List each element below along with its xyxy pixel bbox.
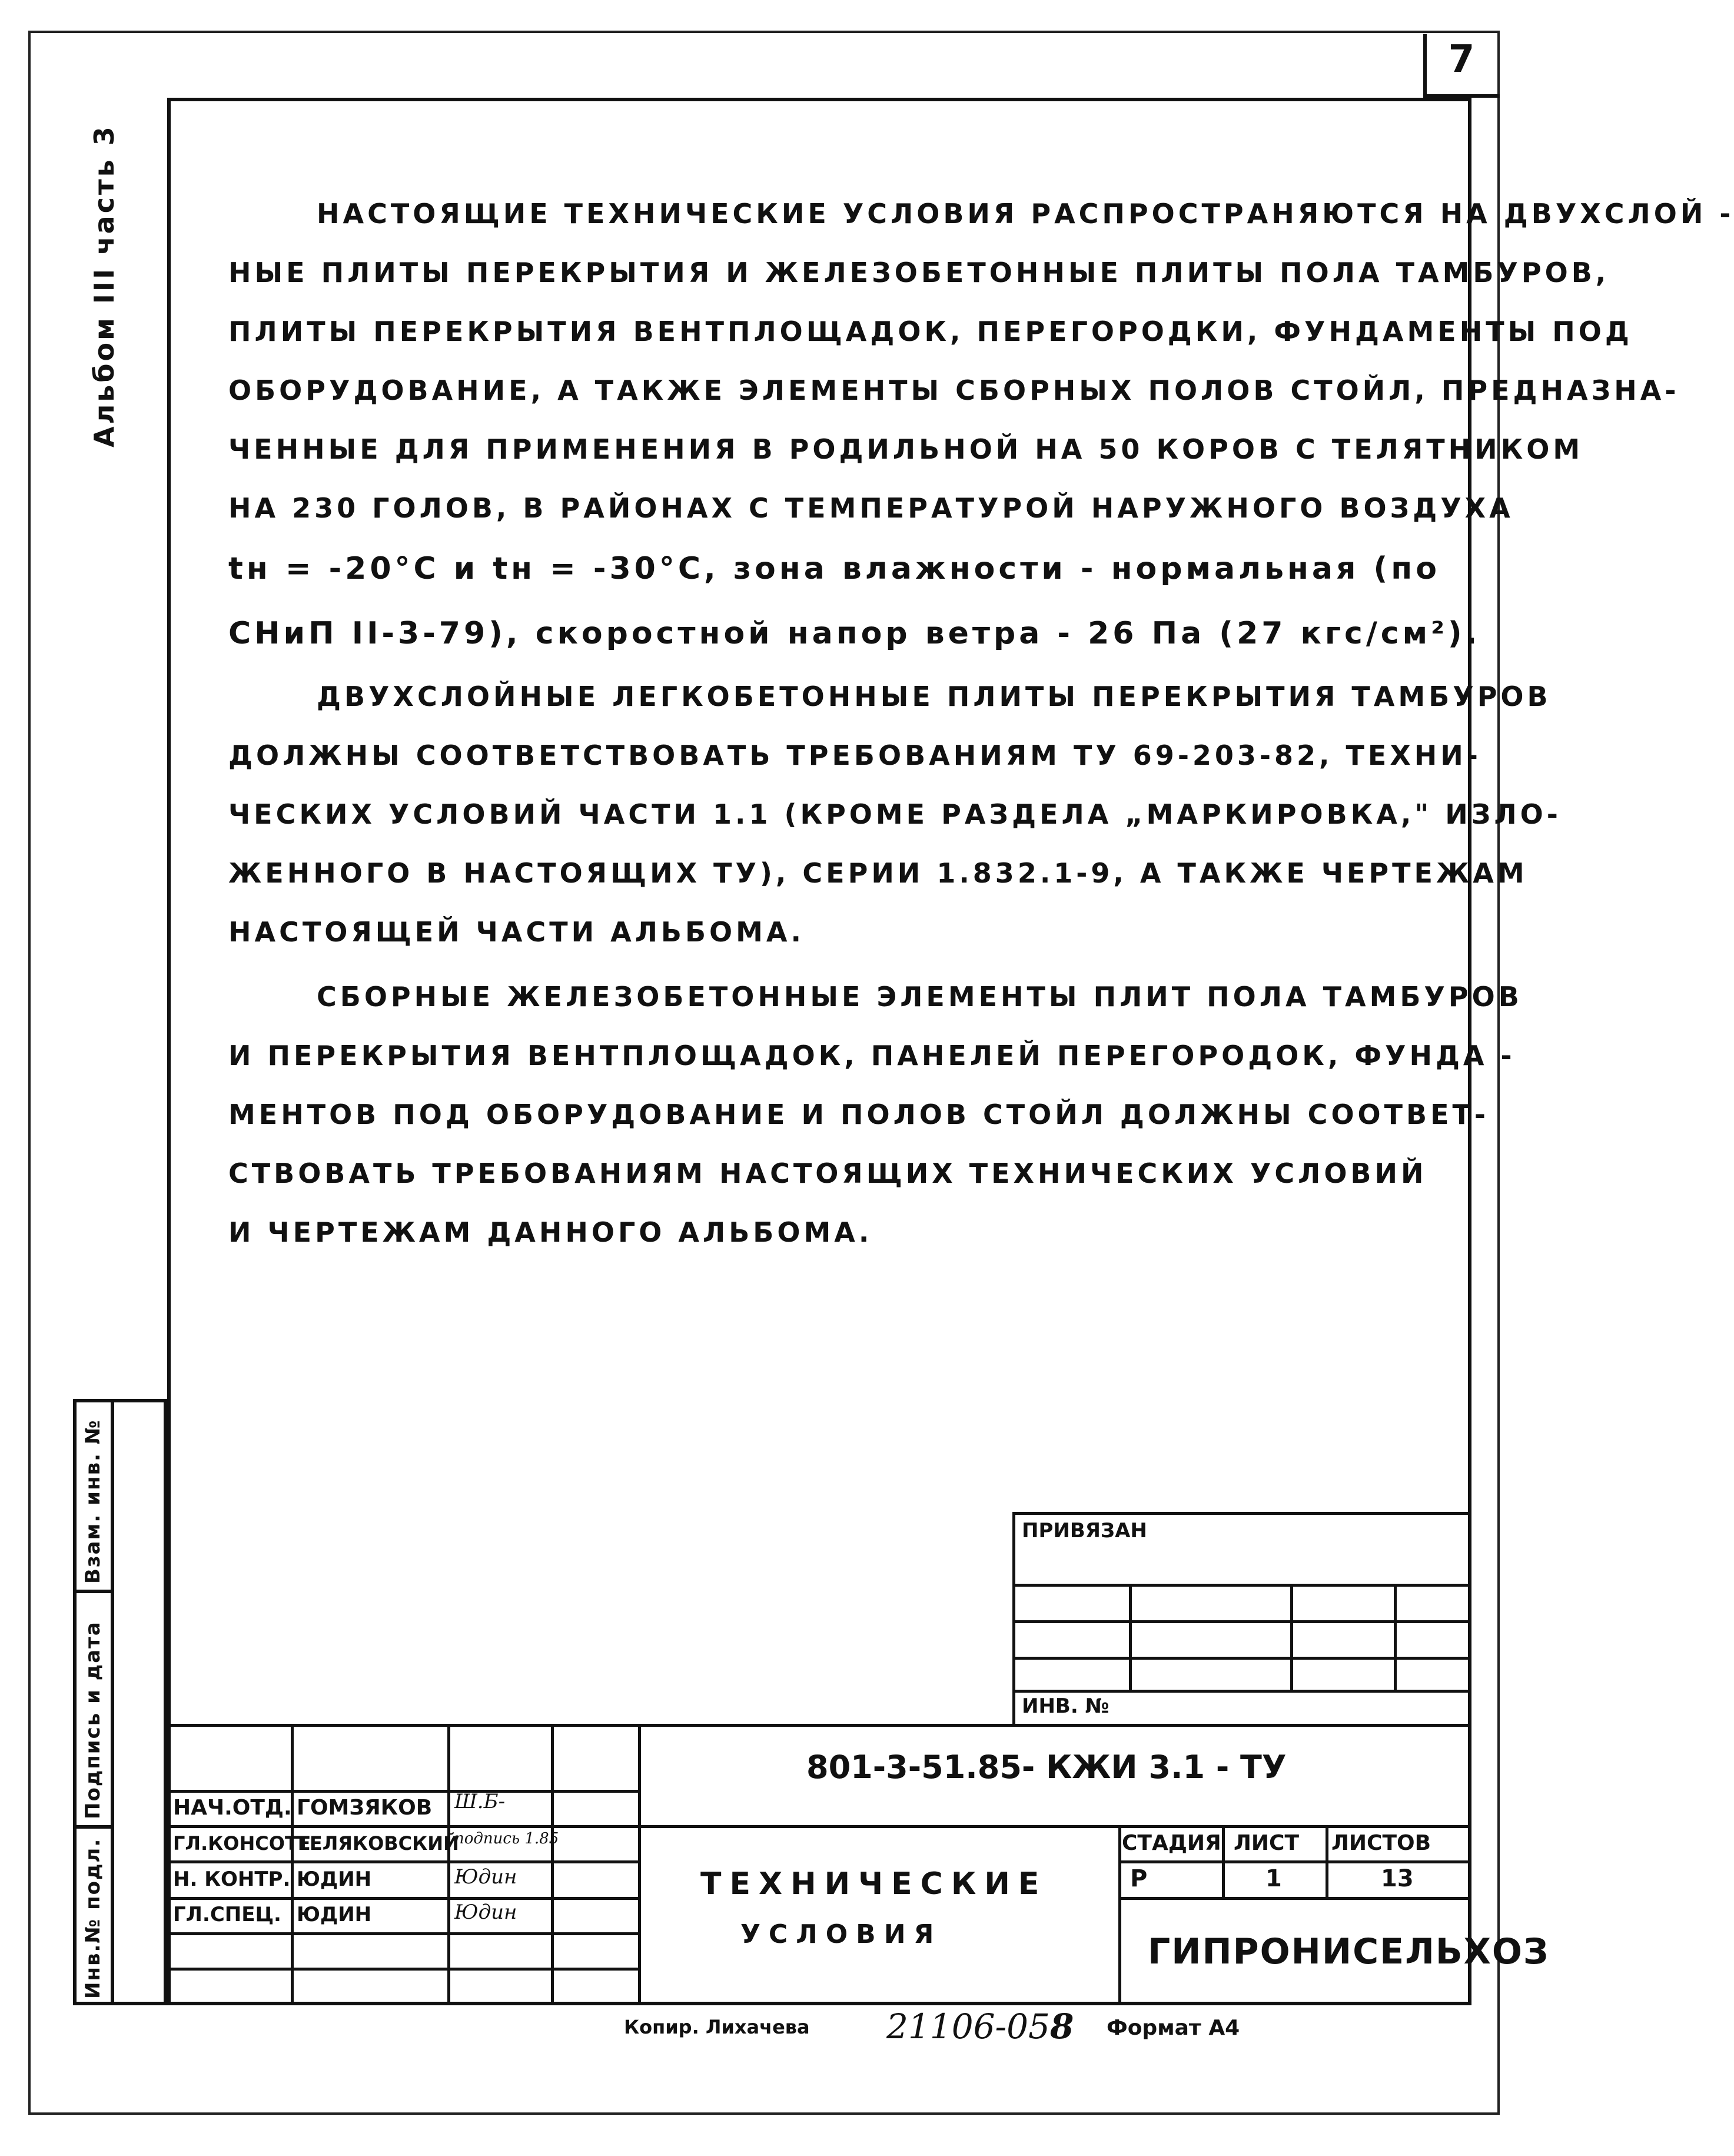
page-number: 7 — [1448, 38, 1475, 81]
tb-rule — [167, 1790, 638, 1793]
role-name: ЮДИН — [297, 1903, 372, 1926]
album-label: Альбом III часть 3 — [88, 124, 120, 447]
order-number: 21106-05 — [886, 2006, 1050, 2046]
role-label: ГЛ.КОНСОТЕ — [173, 1832, 311, 1855]
body-line: НАСТОЯЩЕЙ ЧАСТИ АЛЬБОМА. — [228, 916, 805, 948]
signature: Юдин — [454, 1865, 517, 1889]
tb-rule — [1326, 1825, 1328, 1897]
role-name: ЮДИН — [297, 1868, 372, 1891]
tb-rule — [1012, 1657, 1471, 1660]
body-line: СНиП II-3-79), скоростной напор ветра - 26 Па (27 кгс/см²). — [228, 616, 1481, 651]
tb-rule — [1012, 1512, 1471, 1515]
doc-title-line2: УСЛОВИЯ — [740, 1919, 942, 1949]
inv-podl-label: Инв.№ подл. — [81, 1837, 105, 1999]
body-line: И ЧЕРТЕЖАМ ДАННОГО АЛЬБОМА. — [228, 1216, 873, 1248]
tb-rule — [1012, 1584, 1471, 1587]
vzam-inv-label: Взам. инв. № — [81, 1419, 105, 1584]
body-line: ДОЛЖНЫ СООТВЕТСТВОВАТЬ ТРЕБОВАНИЯМ ТУ 69-203-82, ТЕХНИ- — [228, 739, 1481, 771]
body-line: НАСТОЯЩИЕ ТЕХНИЧЕСКИЕ УСЛОВИЯ РАСПРОСТРАНЯЮТСЯ НА ДВУХСЛОЙ - — [317, 198, 1734, 230]
role-label: НАЧ.ОТД. — [173, 1796, 292, 1820]
signature: Ш.Б- — [454, 1790, 506, 1813]
copied-by: Копир. Лихачева — [624, 2016, 810, 2038]
tb-rule — [1012, 1620, 1471, 1623]
body-line: ОБОРУДОВАНИЕ, А ТАКЖЕ ЭЛЕМЕНТЫ СБОРНЫХ ПОЛОВ СТОЙЛ, ПРЕДНАЗНА- — [228, 374, 1680, 406]
tb-rule — [291, 1724, 294, 2005]
body-line: tн = -20°C и tн = -30°C, зона влажности - нормальная (по — [228, 551, 1440, 586]
sheets-header: ЛИСТОВ — [1331, 1831, 1431, 1855]
role-label: ГЛ.СПЕЦ. — [173, 1903, 281, 1926]
tb-rule — [1290, 1584, 1293, 1690]
body-line: СБОРНЫЕ ЖЕЛЕЗОБЕТОННЫЕ ЭЛЕМЕНТЫ ПЛИТ ПОЛА ТАМБУРОВ — [317, 981, 1523, 1013]
tb-rule — [167, 1724, 1471, 1727]
body-line: И ПЕРЕКРЫТИЯ ВЕНТПЛОЩАДОК, ПАНЕЛЕЙ ПЕРЕГОРОДОК, ФУНДА - — [228, 1040, 1516, 1072]
tb-rule — [1129, 1584, 1132, 1690]
sheets-value: 13 — [1381, 1865, 1414, 1892]
tb-rule — [638, 1724, 641, 2005]
inv-no-label: ИНВ. № — [1022, 1694, 1110, 1718]
role-name: ГОМЗЯКОВ — [297, 1796, 433, 1820]
body-line: ПЛИТЫ ПЕРЕКРЫТИЯ ВЕНТПЛОЩАДОК, ПЕРЕГОРОДКИ, ФУНДАМЕНТЫ ПОД — [228, 316, 1633, 347]
stage-value: Р — [1130, 1865, 1148, 1892]
tb-rule — [551, 1724, 554, 2005]
body-line: МЕНТОВ ПОД ОБОРУДОВАНИЕ И ПОЛОВ СТОЙЛ ДОЛЖНЫ СООТВЕТ- — [228, 1099, 1489, 1130]
body-line: НЫЕ ПЛИТЫ ПЕРЕКРЫТИЯ И ЖЕЛЕЗОБЕТОННЫЕ ПЛИТЫ ПОЛА ТАМБУРОВ, — [228, 257, 1610, 288]
tb-rule — [1394, 1584, 1397, 1690]
document-code: 801-3-51.85- КЖИ 3.1 - ТУ — [806, 1749, 1287, 1786]
tb-rule — [167, 1968, 638, 1971]
body-line: НА 230 ГОЛОВ, В РАЙОНАХ С ТЕМПЕРАТУРОЙ НАРУЖНОГО ВОЗДУХА — [228, 492, 1514, 524]
sheet-header: ЛИСТ — [1234, 1831, 1300, 1855]
order-suffix: 8 — [1050, 2006, 1074, 2046]
tb-rule — [1118, 1860, 1471, 1863]
signature: Юдин — [454, 1900, 517, 1924]
tb-rule — [447, 1724, 450, 2005]
tb-rule — [1118, 1897, 1471, 1900]
tb-rule — [167, 1860, 638, 1863]
tb-rule — [1118, 1825, 1121, 2005]
role-label: Н. КОНТР. — [173, 1868, 291, 1891]
tb-rule — [167, 1932, 638, 1935]
side-strip-divider — [111, 1399, 114, 2005]
side-strip-rule — [73, 1590, 114, 1593]
tb-rule — [1012, 1690, 1471, 1693]
body-line: ЧЕСКИХ УСЛОВИЙ ЧАСТИ 1.1 (КРОМЕ РАЗДЕЛА „МАРКИРОВКА," ИЗЛО- — [228, 798, 1562, 830]
tb-rule — [167, 1825, 1471, 1828]
stage-header: СТАДИЯ — [1122, 1831, 1221, 1855]
tb-rule — [167, 1897, 638, 1900]
sheet-value: 1 — [1265, 1865, 1282, 1892]
body-line: ЖЕННОГО В НАСТОЯЩИХ ТУ), СЕРИИ 1.832.1-9, А ТАКЖЕ ЧЕРТЕЖАМ — [228, 857, 1528, 889]
tb-rule — [1222, 1825, 1225, 1897]
format-label: Формат А4 — [1107, 2016, 1240, 2040]
podpis-data-label: Подпись и дата — [81, 1621, 105, 1819]
body-line: ДВУХСЛОЙНЫЕ ЛЕГКОБЕТОННЫЕ ПЛИТЫ ПЕРЕКРЫТИЯ ТАМБУРОВ — [317, 681, 1552, 712]
organization: ГИПРОНИСЕЛЬХОЗ — [1148, 1931, 1550, 1972]
side-strip-rule — [73, 1825, 114, 1829]
privyazan-label: ПРИВЯЗАН — [1022, 1519, 1147, 1543]
doc-title-line1: ТЕХНИЧЕСКИЕ — [700, 1866, 1048, 1902]
body-line: СТВОВАТЬ ТРЕБОВАНИЯМ НАСТОЯЩИХ ТЕХНИЧЕСКИХ УСЛОВИЙ — [228, 1157, 1427, 1189]
signature: подпись 1.85 — [454, 1830, 559, 1847]
body-line: ЧЕННЫЕ ДЛЯ ПРИМЕНЕНИЯ В РОДИЛЬНОЙ НА 50 КОРОВ С ТЕЛЯТНИКОМ — [228, 433, 1584, 465]
role-name: ТЕЛЯКОВСКИЙ — [297, 1832, 459, 1855]
